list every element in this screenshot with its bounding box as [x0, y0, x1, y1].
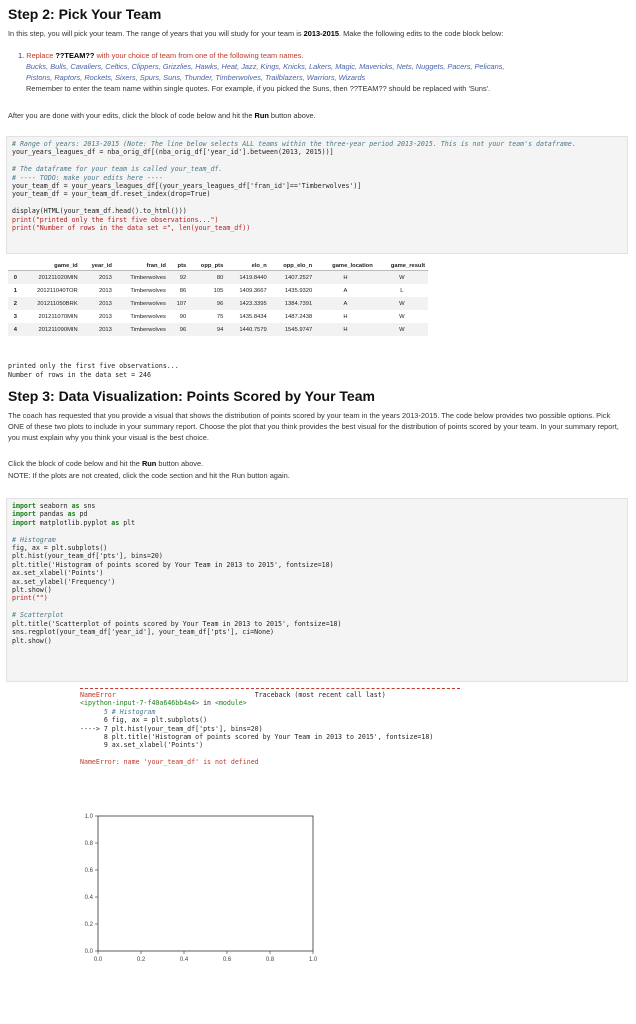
table-cell: 1435.8434 — [239, 313, 267, 320]
table-cell: 2013 — [81, 297, 115, 310]
output-line-1: printed only the first five observations... — [8, 362, 179, 370]
table-cell: 201211070MIN — [38, 313, 78, 320]
plot-axes — [98, 816, 313, 951]
table-cell: 107 — [169, 297, 189, 310]
table-header: game_location — [315, 262, 376, 271]
table-cell: 0 — [8, 271, 20, 285]
table-cell: 1435.9320 — [284, 287, 313, 294]
table-header: game_id — [20, 262, 81, 271]
y-tick-label: 1.0 — [84, 814, 93, 820]
table-cell: W — [399, 313, 405, 320]
table-cell: 1440.7579 — [226, 323, 269, 336]
x-tick-label: 1.0 — [308, 957, 318, 963]
table-cell: Timberwolves — [115, 297, 169, 310]
table-row — [8, 271, 428, 285]
table-header: opp_pts — [189, 262, 226, 271]
table-cell: 2013 — [98, 287, 112, 294]
table-row — [8, 323, 428, 336]
table-cell: 1 — [13, 287, 17, 294]
error-output: NameError Traceback (most recent call last) <ipython-input-7-f40a646bb4a4> in <module> 5 # Histogram 6 fig, ax = plt.subplots() ----> 7 plt.hist(your_team_df['pts'], bins=20) 8 plt.title('Histogram of points scored by Your Team in 2013 to 2015', fontsize=18) 9 ax.set_xlabel('Points') NameError: name 'your_team_df' is not defined — [80, 688, 460, 767]
table-header — [8, 262, 20, 271]
table-cell: W — [376, 271, 428, 285]
table-cell: A — [343, 287, 348, 294]
table-cell: Timberwolves — [115, 271, 169, 285]
table-cell: 1545.9747 — [270, 323, 315, 336]
step3-heading: Step 3: Data Visualization: Points Scored by Your Team — [8, 388, 375, 404]
table-cell: 2 — [8, 297, 20, 310]
empty-plot — [80, 808, 330, 968]
y-tick-label: 0.2 — [84, 922, 93, 928]
x-tick-label: 0.8 — [265, 957, 275, 963]
y-tick-label: 0.0 — [84, 949, 93, 955]
code-cell-step2[interactable]: # Range of years: 2013-2015 (Note: The line below selects ALL teams within the three-year period 2013-2015. This is not your team's dataframe. your_years_leagues_df = nba_orig_df[(nba_orig_df['year_id'].between(2013, 2015))] # The dataframe for your team is called your_team_df. # ---- TODO: make your edits here ---- your_team_df = your_years_leagues_df[(your_years_leagues_df['fran_id']=='Timberwolves')] your_team_df = your_team_df.reset_index(drop=True) display(HTML(your_team_df.head().to_html())) print("printed only the first five observations...") print("Number of rows in the data set =", len(your_team_df)) — [6, 136, 628, 254]
table-cell: Timberwolves — [130, 313, 166, 320]
table-cell: Timberwolves — [115, 323, 169, 336]
step2-list-item-1: 1. Replace ??TEAM?? with your choice of team from one of the following team names. Bucks, Bulls, Cavaliers, Celtics, Clippers, Grizzlies, Hawks, Heat, Jazz, Kings, Knicks, Lakers, Magic, Mavericks, Nets, Nuggets, Pacers, Pelicans, Pistons, Raptors, Rockets, Sixers, Spurs, Suns, Thunder, Timberwolves, Trailblazers, Warriors, Wizards Remember to enter the team name within single quotes. For example, if you picked the Suns, then ??TEAM?? should be replaced with 'Suns'. — [18, 51, 505, 93]
table-cell: H — [343, 313, 348, 320]
table-cell: 201211050BRK — [20, 297, 81, 310]
table-row — [8, 284, 428, 297]
table-row — [8, 310, 428, 323]
x-tick-label: 0.0 — [93, 957, 103, 963]
table-cell: 4 — [8, 323, 20, 336]
table-header: year_id — [81, 262, 115, 271]
table-cell: 90 — [179, 313, 187, 320]
output-line-2: Number of rows in the data set = 246 — [8, 371, 151, 379]
y-tick-label: 0.8 — [84, 841, 93, 847]
table-header: opp_elo_n — [270, 262, 315, 271]
x-tick-label: 0.4 — [179, 957, 189, 963]
dataframe-table — [8, 262, 428, 336]
x-tick-label: 0.2 — [136, 957, 146, 963]
table-cell: 92 — [169, 271, 189, 285]
table-cell: 1384.7391 — [270, 297, 315, 310]
table-cell: 80 — [189, 271, 226, 285]
remember-note: Remember to enter the team name within single quotes. For example, if you picked the Suns, then ??TEAM?? should be replaced with 'Suns'. — [26, 84, 491, 93]
step2-intro: In this step, you will pick your team. The range of years that you will study for your team is 2013-2015. Make the following edits to the code block below: — [8, 29, 504, 38]
table-row — [8, 297, 428, 310]
table-cell: 201211090MIN — [20, 323, 81, 336]
table-cell: 2013 — [98, 313, 112, 320]
table-header: elo_n — [226, 262, 269, 271]
y-tick-label: 0.4 — [84, 895, 93, 901]
table-cell: H — [315, 323, 376, 336]
table-cell: 3 — [13, 313, 17, 320]
table-header: fran_id — [115, 262, 169, 271]
table-cell: 201211020MIN — [20, 271, 81, 285]
table-cell: 201211040TOR — [36, 287, 78, 294]
table-cell: L — [400, 287, 404, 294]
step3-paragraph: The coach has requested that you provide a visual that shows the distribution of points scored by your team in the years 2013-2015. The code below provides two possible options. Pick ONE of these two plots to include in your summary report. Choose the plot that you think provides the best visual for the distribution of points scored by your team. In your summary report, you must explain why you think your visual is the best choice. — [8, 411, 619, 442]
table-header: pts — [169, 262, 189, 271]
table-cell: 96 — [189, 297, 226, 310]
table-cell: Timberwolves — [130, 287, 166, 294]
table-cell: W — [376, 323, 428, 336]
table-cell: 1487.2438 — [284, 313, 313, 320]
table-cell: 2013 — [81, 271, 115, 285]
team-list: Bucks, Bulls, Cavaliers, Celtics, Clippers, Grizzlies, Hawks, Heat, Jazz, Kings, Knicks, Lakers, Magic, Mavericks, Nets, Nuggets, Pacers, Pelicans, — [26, 62, 505, 71]
table-cell: 86 — [179, 287, 187, 294]
table-cell: 75 — [216, 313, 224, 320]
step3-click: Click the block of code below and hit the Run button above. — [8, 459, 204, 468]
table-cell: 2013 — [81, 323, 115, 336]
code-cell-step3[interactable]: import seaborn as sns import pandas as pd import matplotlib.pyplot as plt # Histogram fig, ax = plt.subplots() plt.hist(your_team_df['pts'], bins=20) plt.title('Histogram of points scored by Your Team in 2013 to 2015', fontsize=18) ax.set_xlabel('Points') ax.set_ylabel('Frequency') plt.show() print("") # Scatterplot plt.title('Scatterplot of points scored by Your Team in 2013 to 2015', fontsize=18) sns.regplot(your_team_df['year_id'], your_team_df['pts'], ci=None) plt.show() — [6, 498, 628, 682]
table-cell: 1409.3667 — [239, 287, 267, 294]
step3-note: NOTE: If the plots are not created, click the code section and hit the Run button again. — [8, 471, 290, 480]
table-cell: H — [315, 271, 376, 285]
table-cell: 94 — [189, 323, 226, 336]
table-cell: 1423.3395 — [226, 297, 269, 310]
x-tick-label: 0.6 — [222, 957, 232, 963]
table-cell: 96 — [169, 323, 189, 336]
table-cell: 1419.8440 — [226, 271, 269, 285]
table-header: game_result — [376, 262, 428, 271]
step2-after: After you are done with your edits, click the block of code below and hit the Run button above. — [8, 111, 316, 120]
y-tick-label: 0.6 — [84, 868, 93, 874]
table-cell: 105 — [213, 287, 224, 294]
table-cell: A — [315, 297, 376, 310]
step2-heading: Step 2: Pick Your Team — [8, 6, 162, 22]
table-cell: 1407.2527 — [270, 271, 315, 285]
table-cell: W — [376, 297, 428, 310]
